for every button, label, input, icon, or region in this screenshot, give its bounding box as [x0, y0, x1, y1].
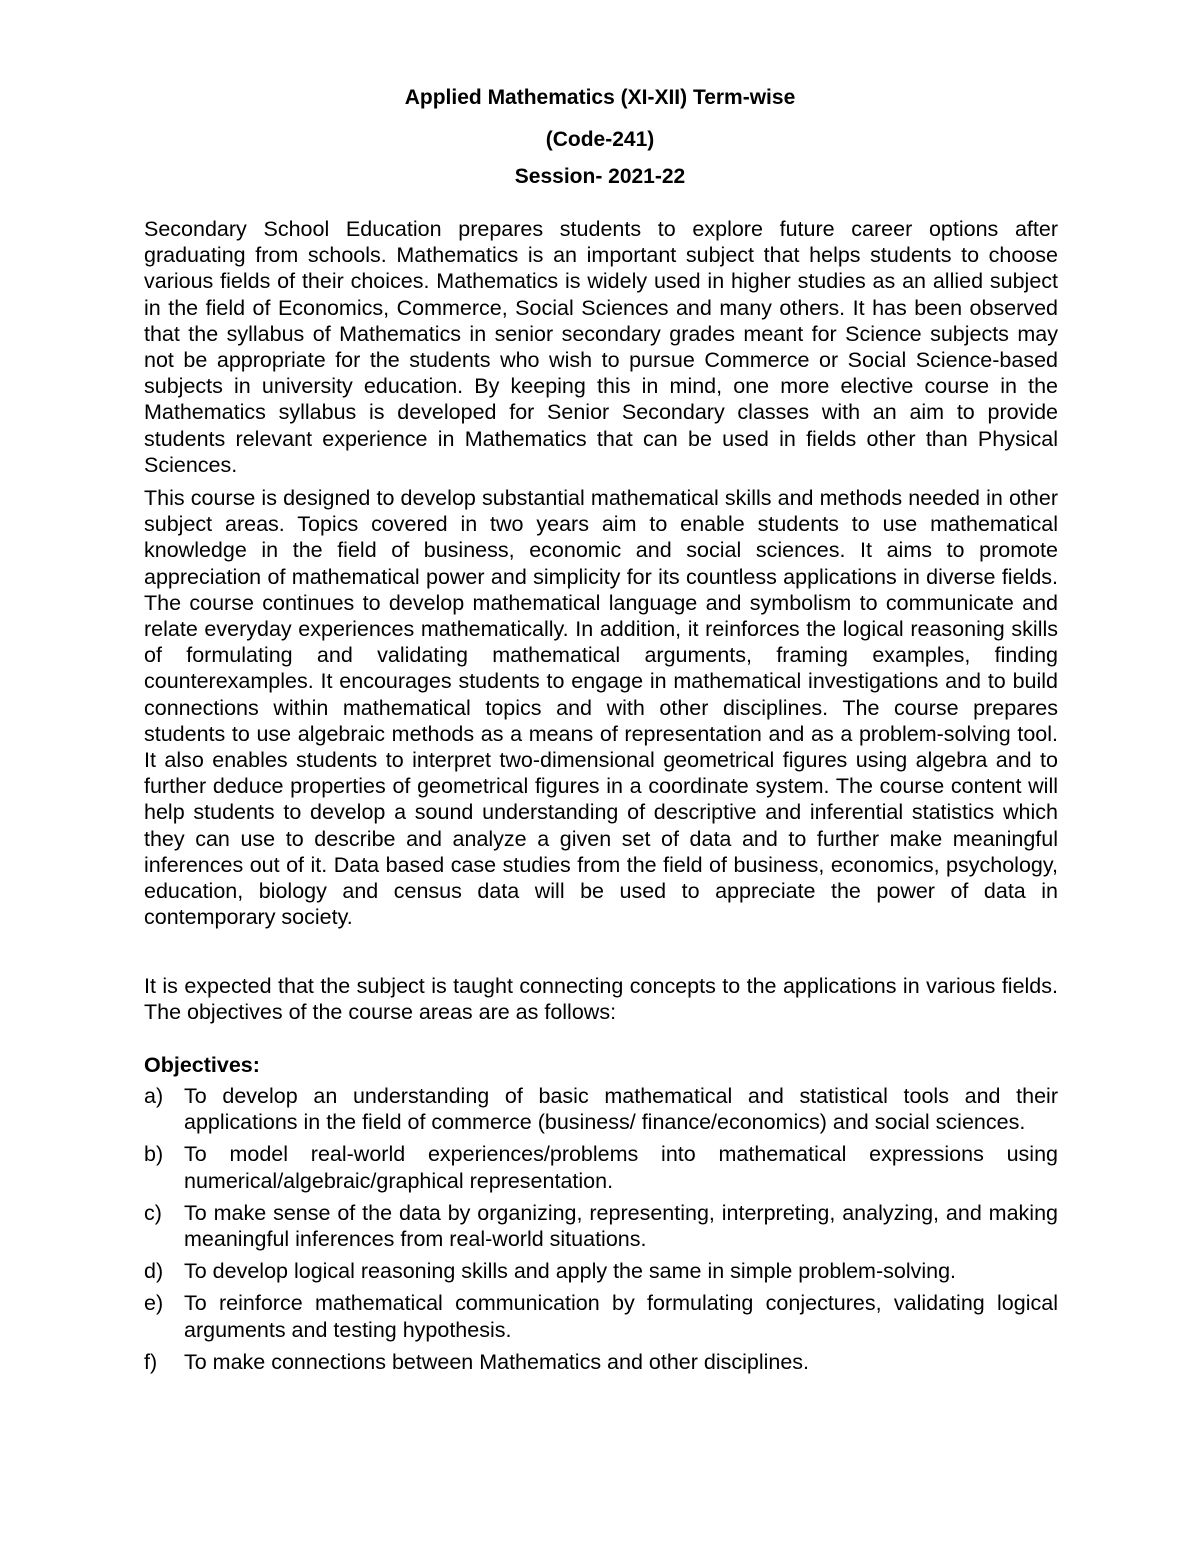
list-item-marker: b)	[144, 1142, 164, 1167]
objectives-list	[144, 1083, 1058, 1381]
list-item-marker: d)	[144, 1259, 164, 1284]
list-item-text: To develop logical reasoning skills and apply the same in simple problem-solving.	[184, 1259, 957, 1284]
document-title: Applied Mathematics (XI-XII) Term-wise	[404, 86, 796, 109]
objectives-heading: Objectives:	[144, 1053, 260, 1077]
session-label: Session- 2021-22	[514, 165, 686, 188]
list-item-marker: a)	[144, 1084, 164, 1108]
list-item	[144, 1349, 1058, 1375]
list-item-text: To model real-world experiences/problems into mathematical expressions using numerical/algebraic/graphical representation.	[184, 1142, 1058, 1193]
list-item-marker: c)	[144, 1200, 162, 1225]
list-item-text: To make sense of the data by organizing, representing, interpreting, analyzing, and making meaningful inferences from real-world situations.	[184, 1200, 1058, 1252]
list-item-text: To reinforce mathematical communication by formulating conjectures, validating logical arguments and testing hypothesis.	[184, 1291, 1058, 1342]
list-item-text: To make connections between Mathematics and other disciplines.	[184, 1349, 810, 1374]
list-item-text: To develop an understanding of basic mathematical and statistical tools and their applications in the field of commerce (business/ finance/economics) and social sciences.	[184, 1084, 1058, 1135]
course-code: (Code-241)	[545, 128, 655, 151]
expectation-paragraph: It is expected that the subject is taught connecting concepts to the applications in various fields. The objectives of the course areas are as follows:	[144, 974, 1058, 1025]
list-item	[144, 1083, 1058, 1135]
list-item-marker: e)	[144, 1291, 164, 1316]
intro-paragraph: Secondary School Education prepares students to explore future career options after graduating from schools. Mathematics is an important subject that helps students to choose various fields of their choices. Mathematics is widely used in higher studies as an allied subject in the field of Economics, Commerce, Social Sciences and many others. It has been observed that the syllabus of Mathematics in senior secondary grades meant for Science subjects may not be appropriate for the students who wish to pursue Commerce or Social Science-based subjects in university education. By keeping this in mind, one more elective course in the Mathematics syllabus is developed for Senior Secondary classes with an aim to provide students relevant experience in Mathematics that can be used in fields other than Physical Sciences.	[144, 217, 1058, 477]
list-item	[144, 1290, 1058, 1342]
list-item-marker: f)	[144, 1349, 158, 1374]
list-item	[144, 1141, 1058, 1193]
list-item	[144, 1200, 1058, 1252]
list-item	[144, 1258, 1058, 1284]
course-description-paragraph: This course is designed to develop substantial mathematical skills and methods needed in other subject areas. Topics covered in two years aim to enable students to use mathematical knowledge in the field of business, economic and social sciences. It aims to promote appreciation of mathematical power and simplicity for its countless applications in diverse fields. The course continues to develop mathematical language and symbolism to communicate and relate everyday experiences mathematically. In addition, it reinforces the logical reasoning skills of formulating and validating mathematical arguments, framing examples, finding counterexamples. It encourages students to engage in mathematical investigations and to build connections within mathematical topics and with other disciplines. The course prepares students to use algebraic methods as a means of representation and as a problem-solving tool. It also enables students to interpret two-dimensional geometrical figures using algebra and to further deduce properties of geometrical figures in a coordinate system. The course content will help students to develop a sound understanding of descriptive and inferential statistics which they can use to describe and analyze a given set of data and to further make meaningful inferences out of it. Data based case studies from the field of business, economics, psychology, education, biology and census data will be used to appreciate the power of data in contemporary society.	[144, 486, 1058, 930]
